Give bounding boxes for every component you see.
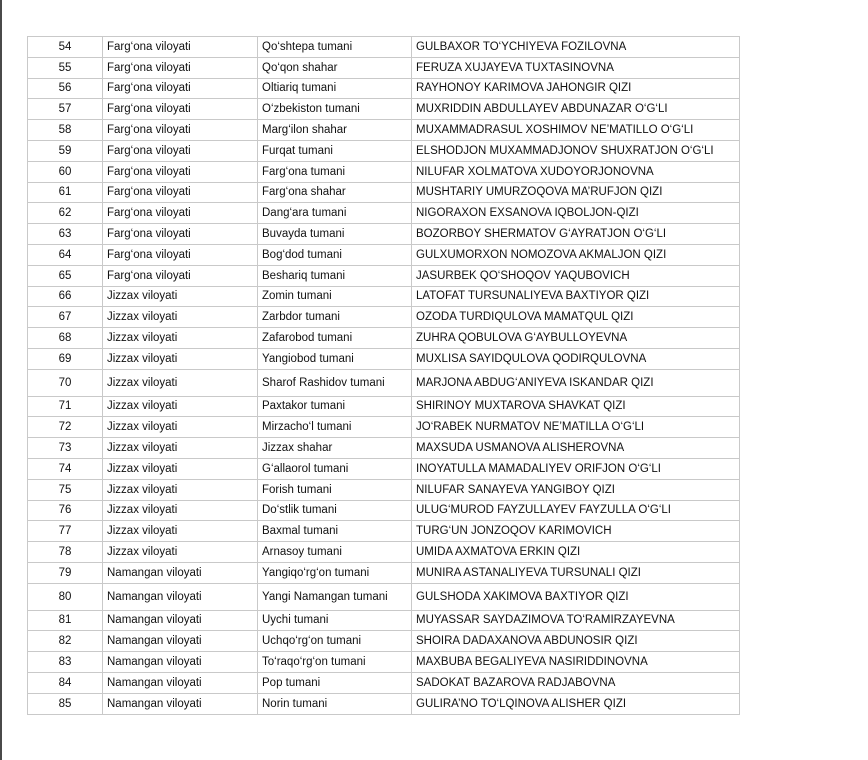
person-name-cell: MUXAMMADRASUL XOSHIMOV NE’MATILLO O‘G‘LI <box>412 120 740 141</box>
person-name-cell: TURG‘UN JONZOQOV KARIMOVICH <box>412 521 740 542</box>
table-row <box>28 458 740 479</box>
district-cell: Marg‘ilon shahar <box>258 120 412 141</box>
roster-table-body <box>28 37 740 715</box>
row-number-cell: 69 <box>28 348 103 369</box>
table-row <box>28 265 740 286</box>
table-row <box>28 244 740 265</box>
person-name-cell: SHOIRA DADAXANOVA ABDUNOSIR QIZI <box>412 631 740 652</box>
row-number-cell: 59 <box>28 140 103 161</box>
region-cell: Jizzax viloyati <box>103 396 258 417</box>
table-row <box>28 140 740 161</box>
region-cell: Jizzax viloyati <box>103 438 258 459</box>
person-name-cell: MUXLISA SAYIDQULOVA QODIRQULOVNA <box>412 348 740 369</box>
row-number-cell: 84 <box>28 672 103 693</box>
district-cell: Paxtakor tumani <box>258 396 412 417</box>
person-name-cell: GULSHODA XAKIMOVA BAXTIYOR QIZI <box>412 583 740 610</box>
person-name-cell: SHIRINOY MUXTAROVA SHAVKAT QIZI <box>412 396 740 417</box>
table-row <box>28 307 740 328</box>
region-cell: Namangan viloyati <box>103 693 258 714</box>
table-row <box>28 479 740 500</box>
region-cell: Jizzax viloyati <box>103 542 258 563</box>
row-number-cell: 63 <box>28 224 103 245</box>
district-cell: Oltiariq tumani <box>258 78 412 99</box>
person-name-cell: NILUFAR SANAYEVA YANGIBOY QIZI <box>412 479 740 500</box>
row-number-cell: 77 <box>28 521 103 542</box>
district-cell: Jizzax shahar <box>258 438 412 459</box>
table-row <box>28 286 740 307</box>
region-cell: Jizzax viloyati <box>103 328 258 349</box>
row-number-cell: 81 <box>28 610 103 631</box>
row-number-cell: 83 <box>28 652 103 673</box>
region-cell: Farg‘ona viloyati <box>103 161 258 182</box>
person-name-cell: MAXSUDA USMANOVA ALISHEROVNA <box>412 438 740 459</box>
person-name-cell: FERUZA XUJAYEVA TUXTASINOVNA <box>412 57 740 78</box>
table-row <box>28 438 740 459</box>
table-row <box>28 652 740 673</box>
district-cell: O‘zbekiston tumani <box>258 99 412 120</box>
district-cell: Uychi tumani <box>258 610 412 631</box>
person-name-cell: ELSHODJON MUXAMMADJONOV SHUXRATJON O‘G‘LI <box>412 140 740 161</box>
row-number-cell: 82 <box>28 631 103 652</box>
row-number-cell: 58 <box>28 120 103 141</box>
table-row <box>28 542 740 563</box>
district-cell: G‘allaorol tumani <box>258 458 412 479</box>
person-name-cell: JASURBEK QO‘SHOQOV YAQUBOVICH <box>412 265 740 286</box>
person-name-cell: MARJONA ABDUG‘ANIYEVA ISKANDAR QIZI <box>412 369 740 396</box>
region-cell: Farg‘ona viloyati <box>103 182 258 203</box>
person-name-cell: SADOKAT BAZAROVA RADJABOVNA <box>412 672 740 693</box>
person-name-cell: ZUHRA QOBULOVA G‘AYBULLOYEVNA <box>412 328 740 349</box>
region-cell: Jizzax viloyati <box>103 286 258 307</box>
row-number-cell: 71 <box>28 396 103 417</box>
person-name-cell: BOZORBOY SHERMATOV G‘AYRATJON O‘G‘LI <box>412 224 740 245</box>
district-cell: Pop tumani <box>258 672 412 693</box>
row-number-cell: 60 <box>28 161 103 182</box>
roster-table <box>27 36 740 715</box>
district-cell: Bog‘dod tumani <box>258 244 412 265</box>
district-cell: Baxmal tumani <box>258 521 412 542</box>
region-cell: Farg‘ona viloyati <box>103 140 258 161</box>
district-cell: Zarbdor tumani <box>258 307 412 328</box>
region-cell: Jizzax viloyati <box>103 369 258 396</box>
district-cell: Beshariq tumani <box>258 265 412 286</box>
person-name-cell: RAYHONOY KARIMOVA JAHONGIR QIZI <box>412 78 740 99</box>
row-number-cell: 72 <box>28 417 103 438</box>
district-cell: Qo‘qon shahar <box>258 57 412 78</box>
person-name-cell: LATOFAT TURSUNALIYEVA BAXTIYOR QIZI <box>412 286 740 307</box>
table-row <box>28 57 740 78</box>
table-row <box>28 203 740 224</box>
person-name-cell: MUXRIDDIN ABDULLAYEV ABDUNAZAR O‘G‘LI <box>412 99 740 120</box>
district-cell: Furqat tumani <box>258 140 412 161</box>
table-row <box>28 693 740 714</box>
region-cell: Namangan viloyati <box>103 610 258 631</box>
region-cell: Namangan viloyati <box>103 583 258 610</box>
table-row <box>28 328 740 349</box>
person-name-cell: INOYATULLA MAMADALIYEV ORIFJON O‘G‘LI <box>412 458 740 479</box>
region-cell: Farg‘ona viloyati <box>103 37 258 58</box>
district-cell: Arnasoy tumani <box>258 542 412 563</box>
region-cell: Farg‘ona viloyati <box>103 203 258 224</box>
person-name-cell: MUYASSAR SAYDAZIMOVA TO‘RAMIRZAYEVNA <box>412 610 740 631</box>
district-cell: Zomin tumani <box>258 286 412 307</box>
region-cell: Jizzax viloyati <box>103 417 258 438</box>
table-row <box>28 182 740 203</box>
table-row <box>28 78 740 99</box>
region-cell: Jizzax viloyati <box>103 521 258 542</box>
table-row <box>28 120 740 141</box>
region-cell: Jizzax viloyati <box>103 458 258 479</box>
row-number-cell: 78 <box>28 542 103 563</box>
table-row <box>28 348 740 369</box>
row-number-cell: 79 <box>28 562 103 583</box>
region-cell: Jizzax viloyati <box>103 479 258 500</box>
region-cell: Namangan viloyati <box>103 672 258 693</box>
row-number-cell: 57 <box>28 99 103 120</box>
table-row <box>28 562 740 583</box>
district-cell: Sharof Rashidov tumani <box>258 369 412 396</box>
row-number-cell: 85 <box>28 693 103 714</box>
row-number-cell: 75 <box>28 479 103 500</box>
person-name-cell: ULUG‘MUROD FAYZULLAYEV FAYZULLA O‘G‘LI <box>412 500 740 521</box>
row-number-cell: 80 <box>28 583 103 610</box>
district-cell: Zafarobod tumani <box>258 328 412 349</box>
table-row <box>28 161 740 182</box>
table-row <box>28 417 740 438</box>
row-number-cell: 54 <box>28 37 103 58</box>
row-number-cell: 64 <box>28 244 103 265</box>
table-row <box>28 99 740 120</box>
region-cell: Jizzax viloyati <box>103 348 258 369</box>
person-name-cell: NILUFAR XOLMATOVA XUDOYORJONOVNA <box>412 161 740 182</box>
table-row <box>28 610 740 631</box>
table-row <box>28 521 740 542</box>
district-cell: To‘raqo‘rg‘on tumani <box>258 652 412 673</box>
row-number-cell: 55 <box>28 57 103 78</box>
row-number-cell: 76 <box>28 500 103 521</box>
table-row <box>28 631 740 652</box>
person-name-cell: MAXBUBA BEGALIYEVA NASIRIDDINOVNA <box>412 652 740 673</box>
row-number-cell: 68 <box>28 328 103 349</box>
table-row <box>28 224 740 245</box>
row-number-cell: 65 <box>28 265 103 286</box>
table-row <box>28 500 740 521</box>
district-cell: Yangiobod tumani <box>258 348 412 369</box>
row-number-cell: 56 <box>28 78 103 99</box>
district-cell: Mirzacho‘l tumani <box>258 417 412 438</box>
row-number-cell: 66 <box>28 286 103 307</box>
district-cell: Farg‘ona shahar <box>258 182 412 203</box>
person-name-cell: GULXUMORXON NOMOZOVA AKMALJON QIZI <box>412 244 740 265</box>
region-cell: Jizzax viloyati <box>103 307 258 328</box>
row-number-cell: 62 <box>28 203 103 224</box>
person-name-cell: MUNIRA ASTANALIYEVA TURSUNALI QIZI <box>412 562 740 583</box>
district-cell: Do‘stlik tumani <box>258 500 412 521</box>
table-row <box>28 672 740 693</box>
table-row <box>28 396 740 417</box>
district-cell: Uchqo‘rg‘on tumani <box>258 631 412 652</box>
person-name-cell: GULIRA’NO TO‘LQINOVA ALISHER QIZI <box>412 693 740 714</box>
district-cell: Yangiqo‘rg‘on tumani <box>258 562 412 583</box>
district-cell: Norin tumani <box>258 693 412 714</box>
region-cell: Namangan viloyati <box>103 631 258 652</box>
row-number-cell: 67 <box>28 307 103 328</box>
person-name-cell: GULBAXOR TO‘YCHIYEVA FOZILOVNA <box>412 37 740 58</box>
person-name-cell: NIGORAXON EXSANOVA IQBOLJON-QIZI <box>412 203 740 224</box>
table-row <box>28 37 740 58</box>
region-cell: Jizzax viloyati <box>103 500 258 521</box>
person-name-cell: JO‘RABEK NURMATOV NE’MATILLA O‘G‘LI <box>412 417 740 438</box>
table-row <box>28 369 740 396</box>
row-number-cell: 74 <box>28 458 103 479</box>
region-cell: Farg‘ona viloyati <box>103 120 258 141</box>
region-cell: Farg‘ona viloyati <box>103 244 258 265</box>
person-name-cell: UMIDA AXMATOVA ERKIN QIZI <box>412 542 740 563</box>
district-cell: Farg‘ona tumani <box>258 161 412 182</box>
region-cell: Farg‘ona viloyati <box>103 265 258 286</box>
region-cell: Farg‘ona viloyati <box>103 78 258 99</box>
row-number-cell: 70 <box>28 369 103 396</box>
region-cell: Namangan viloyati <box>103 562 258 583</box>
region-cell: Farg‘ona viloyati <box>103 99 258 120</box>
district-cell: Yangi Namangan tumani <box>258 583 412 610</box>
table-row <box>28 583 740 610</box>
district-cell: Qo‘shtepa tumani <box>258 37 412 58</box>
person-name-cell: OZODA TURDIQULOVA MAMATQUL QIZI <box>412 307 740 328</box>
region-cell: Farg‘ona viloyati <box>103 224 258 245</box>
district-cell: Dang‘ara tumani <box>258 203 412 224</box>
region-cell: Farg‘ona viloyati <box>103 57 258 78</box>
district-cell: Forish tumani <box>258 479 412 500</box>
row-number-cell: 73 <box>28 438 103 459</box>
region-cell: Namangan viloyati <box>103 652 258 673</box>
person-name-cell: MUSHTARIY UMURZOQOVA MA’RUFJON QIZI <box>412 182 740 203</box>
district-cell: Buvayda tumani <box>258 224 412 245</box>
row-number-cell: 61 <box>28 182 103 203</box>
page-edge-divider <box>0 0 2 760</box>
